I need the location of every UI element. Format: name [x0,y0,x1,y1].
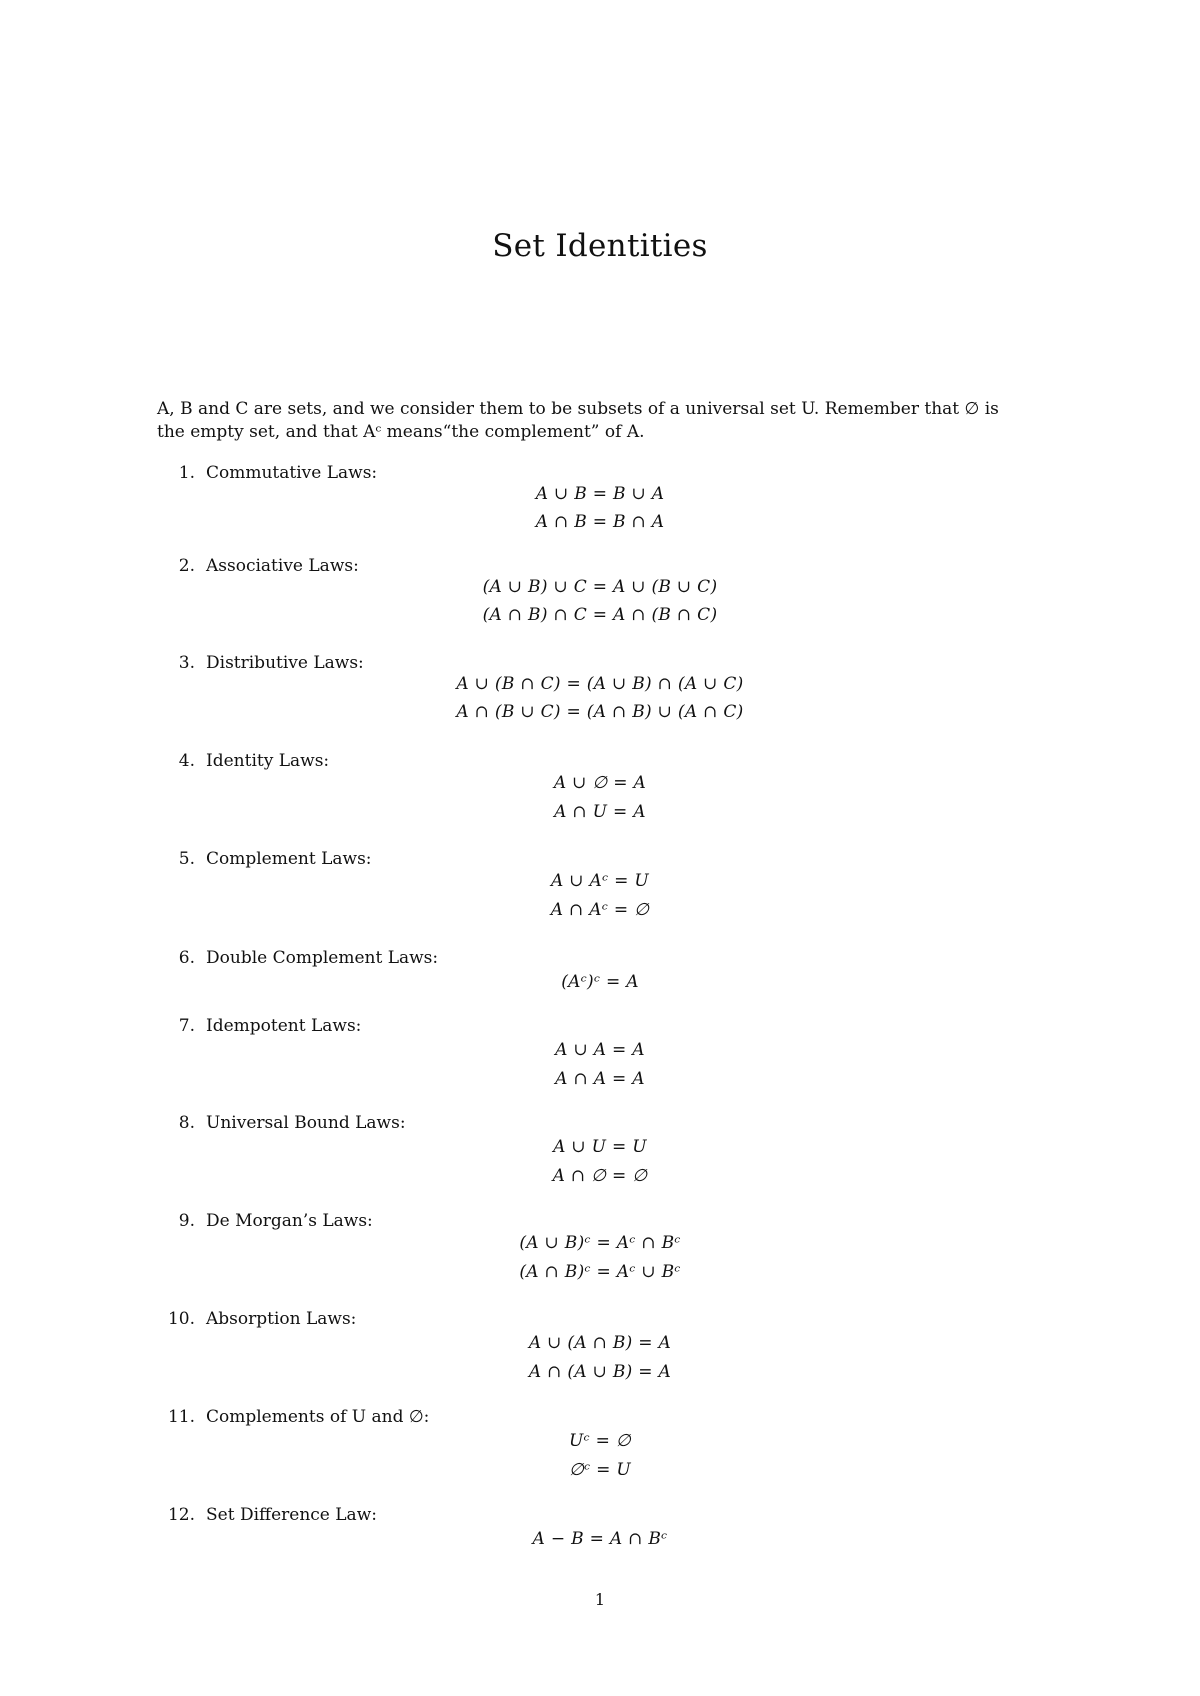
law-item [150,849,1050,871]
law-number: 5. [178,849,195,869]
law-equation: (A ∪ B)ᶜ = Aᶜ ∩ Bᶜ [519,1233,681,1253]
law-equation: (Aᶜ)ᶜ = A [561,972,639,992]
law-equation: A ∪ A = A [555,1040,645,1060]
law-number: 10. [167,1309,195,1329]
law-equation: (A ∩ B) ∩ C = A ∩ (B ∩ C) [482,605,718,625]
law-name: Double Complement Laws: [206,948,439,968]
law-number: 9. [178,1211,195,1231]
law-equation: Uᶜ = ∅ [569,1431,631,1451]
law-number: 3. [178,653,195,673]
law-name: Identity Laws: [206,751,330,771]
law-number: 7. [178,1016,195,1036]
law-name: Universal Bound Laws: [206,1113,406,1133]
law-equation: (A ∩ B)ᶜ = Aᶜ ∪ Bᶜ [519,1262,681,1282]
intro-paragraph [157,398,1057,444]
intro-line-2: the empty set, and that Aᶜ means“the complement” of A. [157,422,645,442]
law-name: Complements of U and ∅: [206,1407,430,1427]
law-number: 2. [178,556,195,576]
law-name: Idempotent Laws: [206,1016,362,1036]
law-item [150,1407,1050,1429]
law-name: Complement Laws: [206,849,372,869]
law-equation: A ∩ Aᶜ = ∅ [550,900,650,920]
law-equation: A ∪ (A ∩ B) = A [528,1333,672,1353]
law-item [150,1211,1050,1233]
law-name: Distributive Laws: [206,653,364,673]
law-number: 8. [178,1113,195,1133]
law-item [150,653,1050,675]
law-item [150,751,1050,773]
law-item [150,1505,1050,1527]
law-equation: A ∪ Aᶜ = U [551,871,649,891]
law-equation: A ∩ U = A [554,802,646,822]
law-name: Absorption Laws: [206,1309,357,1329]
law-name: Associative Laws: [206,556,359,576]
law-name: De Morgan’s Laws: [206,1211,373,1231]
law-item [150,463,1050,485]
law-equation: A ∩ A = A [555,1069,645,1089]
law-item [150,1016,1050,1038]
law-number: 12. [167,1505,195,1525]
law-equation: A ∪ B = B ∪ A [535,484,665,504]
law-number: 1. [178,463,195,483]
law-name: Commutative Laws: [206,463,378,483]
law-equation: A − B = A ∩ Bᶜ [532,1529,668,1549]
law-number: 4. [178,751,195,771]
intro-line-1: A, B and C are sets, and we consider them to be subsets of a universal set U. Remember that ∅ is [157,399,999,419]
page-title: Set Identities [492,228,708,264]
law-item [150,1309,1050,1331]
law-equation: A ∩ (A ∪ B) = A [528,1362,672,1382]
law-number: 11. [167,1407,195,1427]
law-equation: A ∩ (B ∪ C) = (A ∩ B) ∪ (A ∩ C) [456,702,744,722]
law-number: 6. [178,948,195,968]
law-item [150,948,1050,970]
law-item [150,1113,1050,1135]
law-equation: ∅ᶜ = U [569,1460,631,1480]
law-equation: A ∪ ∅ = A [553,773,647,793]
law-equation: A ∩ ∅ = ∅ [552,1166,648,1186]
law-equation: (A ∪ B) ∪ C = A ∪ (B ∪ C) [482,577,718,597]
law-item [150,556,1050,578]
law-equation: A ∪ U = U [553,1137,647,1157]
law-name: Set Difference Law: [206,1505,377,1525]
law-equation: A ∩ B = B ∩ A [535,512,665,532]
page-number: 1 [594,1590,606,1609]
law-equation: A ∪ (B ∩ C) = (A ∪ B) ∩ (A ∪ C) [456,674,744,694]
